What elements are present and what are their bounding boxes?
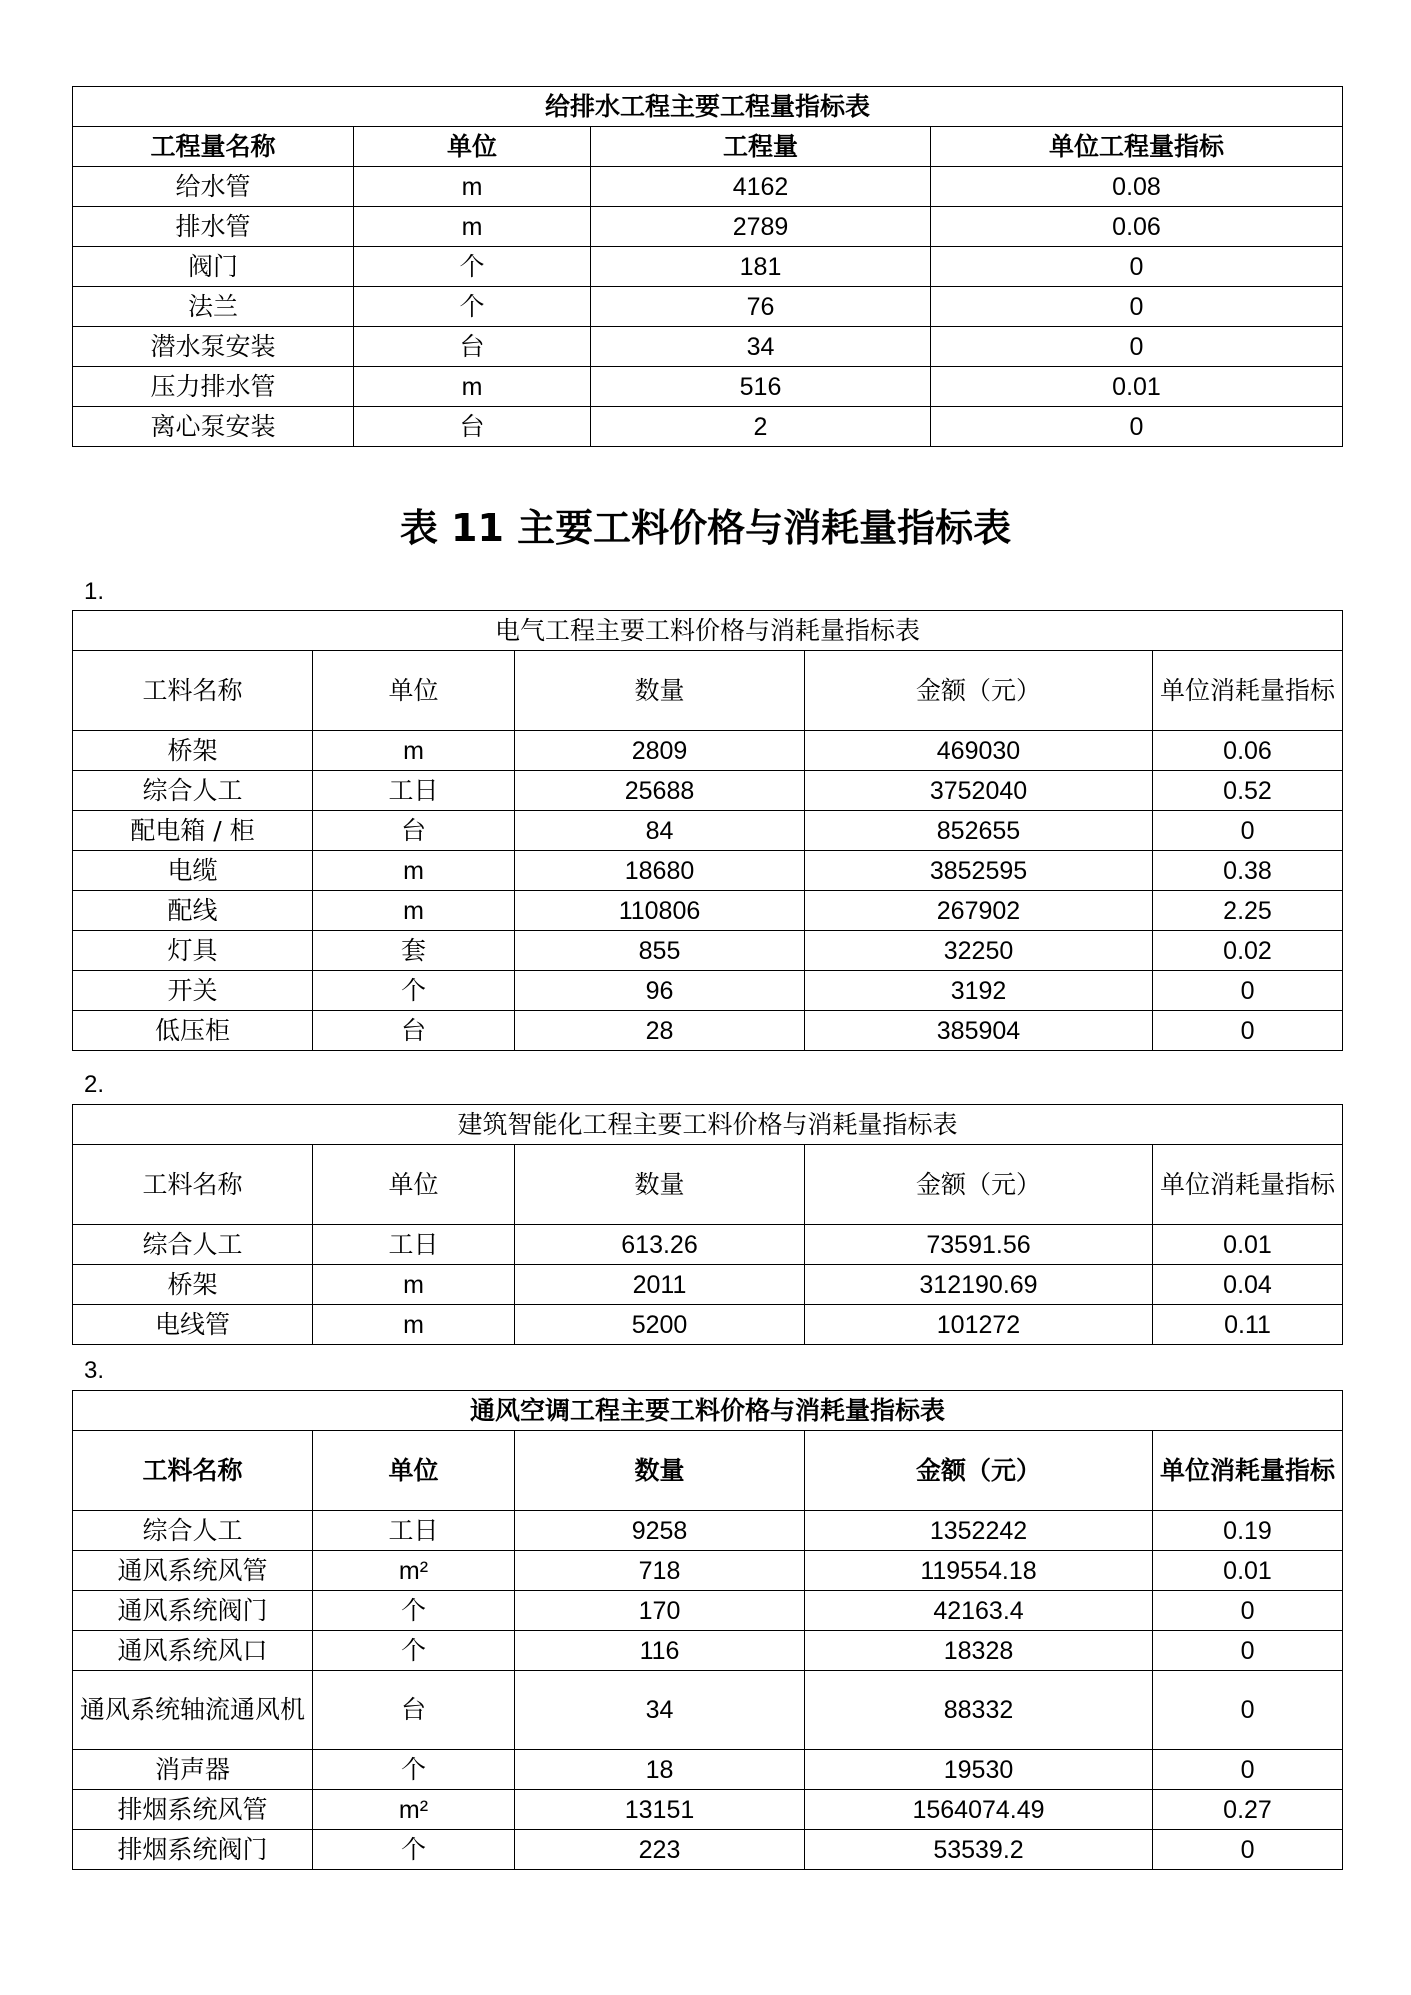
table-cell: 离心泵安装 (73, 407, 354, 447)
table-cell: 1352242 (805, 1511, 1153, 1551)
table-cell: 613.26 (515, 1225, 805, 1265)
table-cell: 0.38 (1153, 851, 1343, 891)
table-cell: m (354, 207, 591, 247)
table-cell: 855 (515, 931, 805, 971)
table-row (73, 207, 1343, 247)
table-cell: 通风系统阀门 (73, 1591, 313, 1631)
table-cell: 18680 (515, 851, 805, 891)
table-cell: 排水管 (73, 207, 354, 247)
table-cell: 通风系统轴流通风机 (73, 1671, 313, 1750)
table-cell: 台 (354, 407, 591, 447)
table-cell: 13151 (515, 1790, 805, 1830)
table-cell: 阀门 (73, 247, 354, 287)
table-cell: 个 (313, 1591, 515, 1631)
table-cell: 工日 (313, 1511, 515, 1551)
header-cell: 单位 (313, 651, 515, 731)
table-cell: 通风系统风管 (73, 1551, 313, 1591)
table-caption-row (73, 87, 1343, 127)
table-cell: 170 (515, 1591, 805, 1631)
table-cell: 2 (591, 407, 931, 447)
table-cell: 0.06 (1153, 731, 1343, 771)
hvac-table (72, 1390, 1343, 1870)
table-cell: 0.01 (931, 367, 1343, 407)
table-row (73, 771, 1343, 811)
table-cell: m (354, 367, 591, 407)
table-cell: 0.01 (1153, 1225, 1343, 1265)
table-cell: 台 (354, 327, 591, 367)
table-cell: m (313, 891, 515, 931)
table-cell: 2.25 (1153, 891, 1343, 931)
table-cell: 低压柜 (73, 1011, 313, 1051)
table-cell: 0 (1153, 1011, 1343, 1051)
table-title: 给排水工程主要工程量指标表 (73, 87, 1343, 127)
header-cell: 数量 (515, 1431, 805, 1511)
table-cell: 台 (313, 1011, 515, 1051)
table-cell: 18 (515, 1750, 805, 1790)
header-cell: 工料名称 (73, 1431, 313, 1511)
table-cell: 34 (591, 327, 931, 367)
table-cell: 0 (1153, 1631, 1343, 1671)
table-caption-row (73, 1391, 1343, 1431)
table-cell: 84 (515, 811, 805, 851)
table-cell: 个 (354, 287, 591, 327)
page-title: 表 11 主要工料价格与消耗量指标表 (399, 506, 1012, 550)
header-cell: 单位消耗量指标 (1153, 651, 1343, 731)
table-cell: 516 (591, 367, 931, 407)
table-cell: 综合人工 (73, 1511, 313, 1551)
table-cell: 96 (515, 971, 805, 1011)
table-cell: 0 (931, 287, 1343, 327)
table-row (73, 407, 1343, 447)
table-cell: 116 (515, 1631, 805, 1671)
table-cell: 718 (515, 1551, 805, 1591)
table-row (73, 1671, 1343, 1750)
table-title: 电气工程主要工料价格与消耗量指标表 (73, 611, 1343, 651)
table-cell: m (313, 1265, 515, 1305)
table-row (73, 1305, 1343, 1345)
table-cell: 3752040 (805, 771, 1153, 811)
intelligent-building-table (72, 1104, 1343, 1345)
table-cell: 42163.4 (805, 1591, 1153, 1631)
table-row (73, 1511, 1343, 1551)
table-cell: 73591.56 (805, 1225, 1153, 1265)
table-cell: 排烟系统阀门 (73, 1830, 313, 1870)
header-cell: 金额（元） (805, 1431, 1153, 1511)
header-cell: 工料名称 (73, 1145, 313, 1225)
table-cell: 0 (1153, 1671, 1343, 1750)
table-cell: 工日 (313, 771, 515, 811)
table-cell: 3192 (805, 971, 1153, 1011)
table-header-row (73, 1431, 1343, 1511)
table-row (73, 731, 1343, 771)
table-row (73, 327, 1343, 367)
table-row (73, 971, 1343, 1011)
table-cell: m (354, 167, 591, 207)
table-row (73, 931, 1343, 971)
table-cell: 1564074.49 (805, 1790, 1153, 1830)
table-row (73, 1011, 1343, 1051)
table-cell: 压力排水管 (73, 367, 354, 407)
table-cell: 76 (591, 287, 931, 327)
table-cell: 0.27 (1153, 1790, 1343, 1830)
table-cell: 个 (313, 1631, 515, 1671)
table-cell: 25688 (515, 771, 805, 811)
table-cell: 0 (1153, 971, 1343, 1011)
table-cell: 9258 (515, 1511, 805, 1551)
section-number: 1. (84, 578, 105, 605)
table-cell: 2011 (515, 1265, 805, 1305)
table-cell: 0 (1153, 811, 1343, 851)
table-cell: 法兰 (73, 287, 354, 327)
table-cell: 0 (931, 247, 1343, 287)
table-cell: 0.06 (931, 207, 1343, 247)
table-cell: 配线 (73, 891, 313, 931)
table-cell: 469030 (805, 731, 1153, 771)
table-cell: 101272 (805, 1305, 1153, 1345)
section-number: 3. (84, 1357, 105, 1384)
table-cell: 配电箱 / 柜 (73, 811, 313, 851)
table-cell: 个 (313, 1750, 515, 1790)
header-cell: 金额（元） (805, 651, 1153, 731)
table-row (73, 247, 1343, 287)
table-cell: 2809 (515, 731, 805, 771)
table-cell: 18328 (805, 1631, 1153, 1671)
table-row (73, 1790, 1343, 1830)
table-cell: m² (313, 1551, 515, 1591)
table-cell: m (313, 731, 515, 771)
table-cell: 桥架 (73, 731, 313, 771)
table-cell: 台 (313, 1671, 515, 1750)
table-cell: 852655 (805, 811, 1153, 851)
table-row (73, 1591, 1343, 1631)
table-row (73, 1750, 1343, 1790)
electrical-table (72, 610, 1343, 1051)
table-row (73, 851, 1343, 891)
table-cell: 267902 (805, 891, 1153, 931)
table-cell: 个 (313, 971, 515, 1011)
table-cell: 5200 (515, 1305, 805, 1345)
table-title: 通风空调工程主要工料价格与消耗量指标表 (73, 1391, 1343, 1431)
table-cell: 53539.2 (805, 1830, 1153, 1870)
table-header-row (73, 651, 1343, 731)
table-cell: m (313, 851, 515, 891)
table-cell: 110806 (515, 891, 805, 931)
table-row (73, 1265, 1343, 1305)
table-cell: 综合人工 (73, 1225, 313, 1265)
table-cell: 223 (515, 1830, 805, 1870)
table-cell: 0.08 (931, 167, 1343, 207)
table-row (73, 1830, 1343, 1870)
header-cell: 工料名称 (73, 651, 313, 731)
header-cell: 单位工程量指标 (931, 127, 1343, 167)
table-row (73, 1631, 1343, 1671)
header-cell: 单位 (354, 127, 591, 167)
table-cell: 3852595 (805, 851, 1153, 891)
table-cell: 0.04 (1153, 1265, 1343, 1305)
table-cell: 312190.69 (805, 1265, 1153, 1305)
table-header-row (73, 1145, 1343, 1225)
table-cell: 工日 (313, 1225, 515, 1265)
table-cell: 181 (591, 247, 931, 287)
table-cell: 0.52 (1153, 771, 1343, 811)
table-row (73, 1225, 1343, 1265)
table-cell: 385904 (805, 1011, 1153, 1051)
table-cell: 桥架 (73, 1265, 313, 1305)
table-cell: 综合人工 (73, 771, 313, 811)
header-cell: 单位消耗量指标 (1153, 1431, 1343, 1511)
table-cell: 0.19 (1153, 1511, 1343, 1551)
table-title: 建筑智能化工程主要工料价格与消耗量指标表 (73, 1105, 1343, 1145)
table-cell: 个 (354, 247, 591, 287)
table-caption-row (73, 1105, 1343, 1145)
table-cell: 32250 (805, 931, 1153, 971)
water-table (72, 86, 1343, 447)
table-cell: 0.11 (1153, 1305, 1343, 1345)
header-cell: 数量 (515, 651, 805, 731)
table-cell: 119554.18 (805, 1551, 1153, 1591)
table-cell: m (313, 1305, 515, 1345)
header-cell: 工程量名称 (73, 127, 354, 167)
table-cell: 88332 (805, 1671, 1153, 1750)
table-cell: 19530 (805, 1750, 1153, 1790)
table-cell: 通风系统风口 (73, 1631, 313, 1671)
table-row (73, 891, 1343, 931)
header-cell: 单位 (313, 1431, 515, 1511)
table-cell: 0.02 (1153, 931, 1343, 971)
table-cell: 0 (931, 327, 1343, 367)
table-cell: 0 (1153, 1591, 1343, 1631)
table-cell: 排烟系统风管 (73, 1790, 313, 1830)
header-cell: 单位 (313, 1145, 515, 1225)
header-cell: 工程量 (591, 127, 931, 167)
table-cell: 2789 (591, 207, 931, 247)
header-cell: 单位消耗量指标 (1153, 1145, 1343, 1225)
table-cell: 0 (1153, 1830, 1343, 1870)
table-cell: 消声器 (73, 1750, 313, 1790)
table-cell: m² (313, 1790, 515, 1830)
table-cell: 给水管 (73, 167, 354, 207)
table-row (73, 367, 1343, 407)
table-cell: 0.01 (1153, 1551, 1343, 1591)
table-cell: 灯具 (73, 931, 313, 971)
table-cell: 电缆 (73, 851, 313, 891)
table-row (73, 167, 1343, 207)
table-cell: 34 (515, 1671, 805, 1750)
table-cell: 台 (313, 811, 515, 851)
table-row (73, 811, 1343, 851)
table-cell: 开关 (73, 971, 313, 1011)
table-caption-row (73, 611, 1343, 651)
table-row (73, 287, 1343, 327)
table-cell: 电线管 (73, 1305, 313, 1345)
header-cell: 数量 (515, 1145, 805, 1225)
table-cell: 潜水泵安装 (73, 327, 354, 367)
table-cell: 套 (313, 931, 515, 971)
table-cell: 0 (1153, 1750, 1343, 1790)
table-cell: 0 (931, 407, 1343, 447)
table-cell: 4162 (591, 167, 931, 207)
header-cell: 金额（元） (805, 1145, 1153, 1225)
table-row (73, 1551, 1343, 1591)
table-cell: 28 (515, 1011, 805, 1051)
section-number: 2. (84, 1071, 105, 1098)
table-header-row (73, 127, 1343, 167)
table-cell: 个 (313, 1830, 515, 1870)
